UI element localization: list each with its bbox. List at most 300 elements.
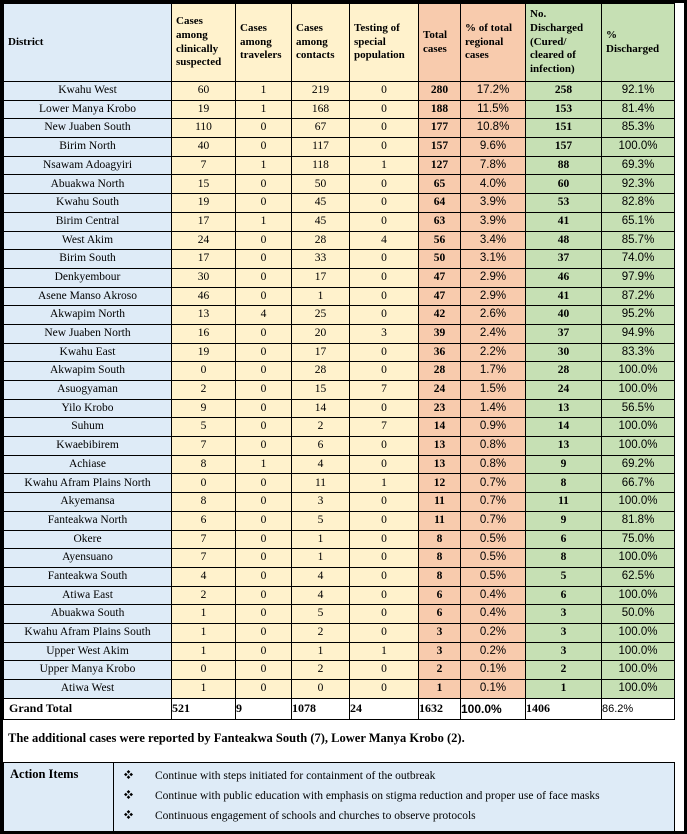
- travelers-cell: 1: [236, 100, 292, 119]
- special-population-cell: 0: [350, 194, 419, 213]
- discharged-cell: 3: [526, 642, 602, 661]
- clinically-suspected-cell: 15: [172, 175, 236, 194]
- pct-discharged-cell: 62.5%: [602, 567, 675, 586]
- district-cell: Abuakwa North: [4, 175, 172, 194]
- table-row: [4, 119, 675, 138]
- contacts-cell: 67: [292, 119, 350, 138]
- district-cell: Kwahu Afram Plains South: [4, 623, 172, 642]
- district-cases-table: [3, 3, 675, 720]
- pct-discharged-cell: 95.2%: [602, 306, 675, 325]
- contacts-cell: 15: [292, 381, 350, 400]
- district-cell: Yilo Krobo: [4, 399, 172, 418]
- discharged-cell: 6: [526, 530, 602, 549]
- table-row: [4, 231, 675, 250]
- travelers-cell: 0: [236, 493, 292, 512]
- district-cell: Suhum: [4, 418, 172, 437]
- district-cell: Nsawam Adoagyiri: [4, 156, 172, 175]
- total-cases-cell: 56: [419, 231, 461, 250]
- discharged-cell: 41: [526, 212, 602, 231]
- total-cases-cell: 3: [419, 642, 461, 661]
- total-cases-cell: 36: [419, 343, 461, 362]
- special-population-cell: 0: [350, 362, 419, 381]
- total-cases-cell: 3: [419, 623, 461, 642]
- table-row: [4, 549, 675, 568]
- pct-discharged-cell: 85.3%: [602, 119, 675, 138]
- table-row: [4, 362, 675, 381]
- header-row: [4, 4, 675, 82]
- diamond-bullet-icon: [124, 810, 133, 819]
- district-cell: Akwapim North: [4, 306, 172, 325]
- pct-regional-cell: 0.2%: [461, 623, 526, 642]
- pct-discharged-cell: 97.9%: [602, 268, 675, 287]
- clinically-suspected-cell: 1: [172, 605, 236, 624]
- special-population-cell: 7: [350, 418, 419, 437]
- district-cell: Birim South: [4, 250, 172, 269]
- pct-regional-cell: 1.4%: [461, 399, 526, 418]
- grand-total-clinically-suspected: 521: [172, 698, 236, 719]
- pct-discharged-cell: 65.1%: [602, 212, 675, 231]
- pct-regional-cell: 10.8%: [461, 119, 526, 138]
- contacts-cell: 17: [292, 343, 350, 362]
- clinically-suspected-cell: 8: [172, 493, 236, 512]
- discharged-cell: 5: [526, 567, 602, 586]
- clinically-suspected-cell: 7: [172, 530, 236, 549]
- discharged-cell: 28: [526, 362, 602, 381]
- table-row: [4, 418, 675, 437]
- pct-regional-cell: 9.6%: [461, 138, 526, 157]
- clinically-suspected-cell: 24: [172, 231, 236, 250]
- discharged-cell: 48: [526, 231, 602, 250]
- pct-discharged-cell: 85.7%: [602, 231, 675, 250]
- contacts-cell: 5: [292, 511, 350, 530]
- clinically-suspected-cell: 19: [172, 100, 236, 119]
- contacts-cell: 219: [292, 82, 350, 101]
- contacts-cell: 2: [292, 418, 350, 437]
- total-cases-cell: 280: [419, 82, 461, 101]
- district-cell: Asuogyaman: [4, 381, 172, 400]
- clinically-suspected-cell: 110: [172, 119, 236, 138]
- district-cell: Kwahu West: [4, 82, 172, 101]
- table-row: [4, 586, 675, 605]
- pct-regional-cell: 0.8%: [461, 455, 526, 474]
- pct-discharged-cell: 100.0%: [602, 661, 675, 680]
- action-items-content: [114, 762, 675, 832]
- special-population-cell: 0: [350, 138, 419, 157]
- travelers-cell: 0: [236, 680, 292, 699]
- table-row: [4, 680, 675, 699]
- total-cases-cell: 6: [419, 605, 461, 624]
- table-row: [4, 175, 675, 194]
- contacts-cell: 2: [292, 661, 350, 680]
- total-cases-cell: 14: [419, 418, 461, 437]
- total-cases-cell: 24: [419, 381, 461, 400]
- contacts-cell: 45: [292, 194, 350, 213]
- total-cases-cell: 28: [419, 362, 461, 381]
- pct-regional-cell: 3.1%: [461, 250, 526, 269]
- travelers-cell: 0: [236, 567, 292, 586]
- district-cell: Akwapim South: [4, 362, 172, 381]
- pct-regional-cell: 17.2%: [461, 82, 526, 101]
- total-cases-cell: 127: [419, 156, 461, 175]
- pct-regional-cell: 3.4%: [461, 231, 526, 250]
- special-population-cell: 0: [350, 268, 419, 287]
- discharged-cell: 88: [526, 156, 602, 175]
- pct-discharged-cell: 94.9%: [602, 324, 675, 343]
- special-population-cell: 0: [350, 530, 419, 549]
- special-population-cell: 0: [350, 549, 419, 568]
- total-cases-cell: 47: [419, 268, 461, 287]
- discharged-cell: 11: [526, 493, 602, 512]
- total-cases-cell: 13: [419, 455, 461, 474]
- special-population-cell: 0: [350, 455, 419, 474]
- clinically-suspected-cell: 16: [172, 324, 236, 343]
- contacts-cell: 118: [292, 156, 350, 175]
- action-item-text: Continue with steps initiated for containment of the outbreak: [155, 769, 436, 782]
- special-population-cell: 1: [350, 474, 419, 493]
- special-population-cell: 0: [350, 567, 419, 586]
- discharged-cell: 153: [526, 100, 602, 119]
- travelers-cell: 0: [236, 549, 292, 568]
- pct-regional-cell: 0.7%: [461, 474, 526, 493]
- total-cases-cell: 13: [419, 437, 461, 456]
- clinically-suspected-cell: 40: [172, 138, 236, 157]
- total-cases-cell: 23: [419, 399, 461, 418]
- action-item-text: Continue with public education with emphasis on stigma reduction and proper use of face masks: [155, 789, 600, 802]
- district-cell: Kwaebibirem: [4, 437, 172, 456]
- travelers-cell: 0: [236, 175, 292, 194]
- contacts-cell: 4: [292, 455, 350, 474]
- table-row: [4, 642, 675, 661]
- pct-discharged-cell: 100.0%: [602, 418, 675, 437]
- diamond-bullet-icon: [124, 770, 133, 779]
- action-item-text: Continuous engagement of schools and churches to observe protocols: [155, 810, 476, 823]
- total-cases-cell: 50: [419, 250, 461, 269]
- clinically-suspected-cell: 4: [172, 567, 236, 586]
- table-row: [4, 306, 675, 325]
- special-population-cell: 7: [350, 381, 419, 400]
- contacts-cell: 2: [292, 623, 350, 642]
- district-cell: Denkyembour: [4, 268, 172, 287]
- column-header-district: District: [4, 4, 172, 82]
- clinically-suspected-cell: 19: [172, 343, 236, 362]
- column-header-clinically-suspected: Cases among clinically suspected: [172, 4, 236, 82]
- pct-regional-cell: 11.5%: [461, 100, 526, 119]
- table-row: [4, 567, 675, 586]
- special-population-cell: 0: [350, 661, 419, 680]
- travelers-cell: 0: [236, 642, 292, 661]
- travelers-cell: 0: [236, 231, 292, 250]
- pct-discharged-cell: 82.8%: [602, 194, 675, 213]
- contacts-cell: 17: [292, 268, 350, 287]
- pct-discharged-cell: 100.0%: [602, 642, 675, 661]
- grand-total-row: [4, 698, 675, 719]
- discharged-cell: 37: [526, 324, 602, 343]
- clinically-suspected-cell: 13: [172, 306, 236, 325]
- special-population-cell: 0: [350, 493, 419, 512]
- table-row: [4, 605, 675, 624]
- district-cell: Lower Manya Krobo: [4, 100, 172, 119]
- pct-regional-cell: 3.9%: [461, 212, 526, 231]
- special-population-cell: 4: [350, 231, 419, 250]
- pct-regional-cell: 0.9%: [461, 418, 526, 437]
- pct-discharged-cell: 75.0%: [602, 530, 675, 549]
- discharged-cell: 14: [526, 418, 602, 437]
- contacts-cell: 1: [292, 530, 350, 549]
- contacts-cell: 4: [292, 586, 350, 605]
- discharged-cell: 151: [526, 119, 602, 138]
- travelers-cell: 0: [236, 138, 292, 157]
- pct-regional-cell: 0.4%: [461, 605, 526, 624]
- special-population-cell: 0: [350, 623, 419, 642]
- discharged-cell: 60: [526, 175, 602, 194]
- pct-discharged-cell: 100.0%: [602, 680, 675, 699]
- table-row: [4, 530, 675, 549]
- pct-discharged-cell: 56.5%: [602, 399, 675, 418]
- clinically-suspected-cell: 30: [172, 268, 236, 287]
- table-row: [4, 194, 675, 213]
- contacts-cell: 5: [292, 605, 350, 624]
- pct-discharged-cell: 100.0%: [602, 138, 675, 157]
- grand-total-pct-discharged: 86.2%: [602, 698, 675, 719]
- pct-regional-cell: 1.7%: [461, 362, 526, 381]
- additional-cases-note: The additional cases were reported by Fanteakwa South (7), Lower Manya Krobo (2).: [8, 730, 465, 745]
- clinically-suspected-cell: 2: [172, 381, 236, 400]
- contacts-cell: 1: [292, 642, 350, 661]
- column-header-discharged: No. Discharged (Cured/ cleared of infection): [526, 4, 602, 82]
- contacts-cell: 1: [292, 549, 350, 568]
- table-row: [4, 437, 675, 456]
- total-cases-cell: 6: [419, 586, 461, 605]
- special-population-cell: 0: [350, 437, 419, 456]
- total-cases-cell: 157: [419, 138, 461, 157]
- table-row: [4, 381, 675, 400]
- discharged-cell: 6: [526, 586, 602, 605]
- clinically-suspected-cell: 46: [172, 287, 236, 306]
- contacts-cell: 45: [292, 212, 350, 231]
- total-cases-cell: 63: [419, 212, 461, 231]
- district-cell: West Akim: [4, 231, 172, 250]
- district-cell: Asene Manso Akroso: [4, 287, 172, 306]
- pct-regional-cell: 0.1%: [461, 680, 526, 699]
- discharged-cell: 46: [526, 268, 602, 287]
- pct-discharged-cell: 81.4%: [602, 100, 675, 119]
- grand-total-pct-regional: 100.0%: [461, 698, 526, 719]
- table-row: [4, 623, 675, 642]
- discharged-cell: 9: [526, 455, 602, 474]
- travelers-cell: 0: [236, 586, 292, 605]
- action-item: [124, 770, 670, 783]
- total-cases-cell: 177: [419, 119, 461, 138]
- pct-regional-cell: 0.5%: [461, 530, 526, 549]
- travelers-cell: 0: [236, 511, 292, 530]
- clinically-suspected-cell: 9: [172, 399, 236, 418]
- travelers-cell: 0: [236, 250, 292, 269]
- pct-regional-cell: 2.4%: [461, 324, 526, 343]
- travelers-cell: 0: [236, 268, 292, 287]
- column-header-special-population: Testing of special population: [350, 4, 419, 82]
- pct-regional-cell: 1.5%: [461, 381, 526, 400]
- pct-discharged-cell: 83.3%: [602, 343, 675, 362]
- table-row: [4, 661, 675, 680]
- travelers-cell: 1: [236, 212, 292, 231]
- total-cases-cell: 2: [419, 661, 461, 680]
- contacts-cell: 28: [292, 231, 350, 250]
- clinically-suspected-cell: 0: [172, 474, 236, 493]
- discharged-cell: 157: [526, 138, 602, 157]
- total-cases-cell: 8: [419, 530, 461, 549]
- travelers-cell: 0: [236, 418, 292, 437]
- pct-regional-cell: 4.0%: [461, 175, 526, 194]
- table-row: [4, 287, 675, 306]
- grand-total-special-population: 24: [350, 698, 419, 719]
- table-row: [4, 455, 675, 474]
- pct-regional-cell: 7.8%: [461, 156, 526, 175]
- district-cell: Ayensuano: [4, 549, 172, 568]
- clinically-suspected-cell: 0: [172, 661, 236, 680]
- clinically-suspected-cell: 5: [172, 418, 236, 437]
- pct-discharged-cell: 100.0%: [602, 623, 675, 642]
- travelers-cell: 0: [236, 381, 292, 400]
- pct-regional-cell: 0.1%: [461, 661, 526, 680]
- table-row: [4, 511, 675, 530]
- special-population-cell: 0: [350, 511, 419, 530]
- contacts-cell: 1: [292, 287, 350, 306]
- grand-total-travelers: 9: [236, 698, 292, 719]
- special-population-cell: 0: [350, 119, 419, 138]
- column-header-pct-regional: % of total regional cases: [461, 4, 526, 82]
- contacts-cell: 3: [292, 493, 350, 512]
- contacts-cell: 25: [292, 306, 350, 325]
- total-cases-cell: 64: [419, 194, 461, 213]
- pct-regional-cell: 2.6%: [461, 306, 526, 325]
- pct-regional-cell: 0.7%: [461, 493, 526, 512]
- travelers-cell: 1: [236, 455, 292, 474]
- district-cell: Upper West Akim: [4, 642, 172, 661]
- clinically-suspected-cell: 60: [172, 82, 236, 101]
- discharged-cell: 3: [526, 605, 602, 624]
- pct-discharged-cell: 100.0%: [602, 549, 675, 568]
- pct-regional-cell: 0.5%: [461, 567, 526, 586]
- travelers-cell: 0: [236, 343, 292, 362]
- diamond-bullet-icon: [124, 790, 133, 799]
- total-cases-cell: 39: [419, 324, 461, 343]
- district-cell: New Juaben South: [4, 119, 172, 138]
- pct-regional-cell: 0.2%: [461, 642, 526, 661]
- travelers-cell: 0: [236, 324, 292, 343]
- special-population-cell: 0: [350, 100, 419, 119]
- pct-discharged-cell: 69.3%: [602, 156, 675, 175]
- table-row: [4, 250, 675, 269]
- total-cases-cell: 47: [419, 287, 461, 306]
- clinically-suspected-cell: 1: [172, 623, 236, 642]
- contacts-cell: 33: [292, 250, 350, 269]
- district-cell: Achiase: [4, 455, 172, 474]
- travelers-cell: 0: [236, 362, 292, 381]
- contacts-cell: 6: [292, 437, 350, 456]
- pct-regional-cell: 2.9%: [461, 287, 526, 306]
- contacts-cell: 28: [292, 362, 350, 381]
- table-row: [4, 474, 675, 493]
- clinically-suspected-cell: 17: [172, 212, 236, 231]
- pct-discharged-cell: 87.2%: [602, 287, 675, 306]
- special-population-cell: 1: [350, 642, 419, 661]
- pct-discharged-cell: 74.0%: [602, 250, 675, 269]
- discharged-cell: 53: [526, 194, 602, 213]
- action-items-table: [3, 762, 675, 833]
- travelers-cell: 0: [236, 623, 292, 642]
- contacts-cell: 20: [292, 324, 350, 343]
- total-cases-cell: 11: [419, 511, 461, 530]
- table-row: [4, 343, 675, 362]
- district-cell: Upper Manya Krobo: [4, 661, 172, 680]
- pct-regional-cell: 2.9%: [461, 268, 526, 287]
- discharged-cell: 9: [526, 511, 602, 530]
- special-population-cell: 0: [350, 605, 419, 624]
- column-header-contacts: Cases among contacts: [292, 4, 350, 82]
- special-population-cell: 0: [350, 287, 419, 306]
- pct-regional-cell: 0.5%: [461, 549, 526, 568]
- contacts-cell: 0: [292, 680, 350, 699]
- pct-discharged-cell: 100.0%: [602, 586, 675, 605]
- table-row: [4, 100, 675, 119]
- contacts-cell: 4: [292, 567, 350, 586]
- special-population-cell: 0: [350, 306, 419, 325]
- travelers-cell: 1: [236, 156, 292, 175]
- grand-total-contacts: 1078: [292, 698, 350, 719]
- travelers-cell: 4: [236, 306, 292, 325]
- district-cell: Abuakwa South: [4, 605, 172, 624]
- district-cell: Kwahu South: [4, 194, 172, 213]
- discharged-cell: 1: [526, 680, 602, 699]
- pct-discharged-cell: 69.2%: [602, 455, 675, 474]
- discharged-cell: 40: [526, 306, 602, 325]
- special-population-cell: 0: [350, 586, 419, 605]
- district-cell: Fanteakwa North: [4, 511, 172, 530]
- district-cell: Okere: [4, 530, 172, 549]
- clinically-suspected-cell: 2: [172, 586, 236, 605]
- discharged-cell: 2: [526, 661, 602, 680]
- clinically-suspected-cell: 8: [172, 455, 236, 474]
- travelers-cell: 0: [236, 287, 292, 306]
- travelers-cell: 0: [236, 119, 292, 138]
- discharged-cell: 41: [526, 287, 602, 306]
- table-row: [4, 324, 675, 343]
- district-cell: Kwahu Afram Plains North: [4, 474, 172, 493]
- table-row: [4, 138, 675, 157]
- travelers-cell: 0: [236, 474, 292, 493]
- pct-discharged-cell: 100.0%: [602, 381, 675, 400]
- action-items-label: Action Items: [4, 762, 114, 832]
- table-row: [4, 493, 675, 512]
- action-item: [124, 790, 670, 803]
- pct-regional-cell: 2.2%: [461, 343, 526, 362]
- pct-regional-cell: 0.4%: [461, 586, 526, 605]
- action-item: [124, 810, 670, 823]
- district-cell: Akyemansa: [4, 493, 172, 512]
- column-header-total-cases: Total cases: [419, 4, 461, 82]
- grand-total-total-cases: 1632: [419, 698, 461, 719]
- travelers-cell: 0: [236, 194, 292, 213]
- pct-discharged-cell: 50.0%: [602, 605, 675, 624]
- travelers-cell: 0: [236, 605, 292, 624]
- contacts-cell: 14: [292, 399, 350, 418]
- discharged-cell: 13: [526, 399, 602, 418]
- special-population-cell: 1: [350, 156, 419, 175]
- contacts-cell: 50: [292, 175, 350, 194]
- clinically-suspected-cell: 1: [172, 642, 236, 661]
- discharged-cell: 24: [526, 381, 602, 400]
- special-population-cell: 0: [350, 343, 419, 362]
